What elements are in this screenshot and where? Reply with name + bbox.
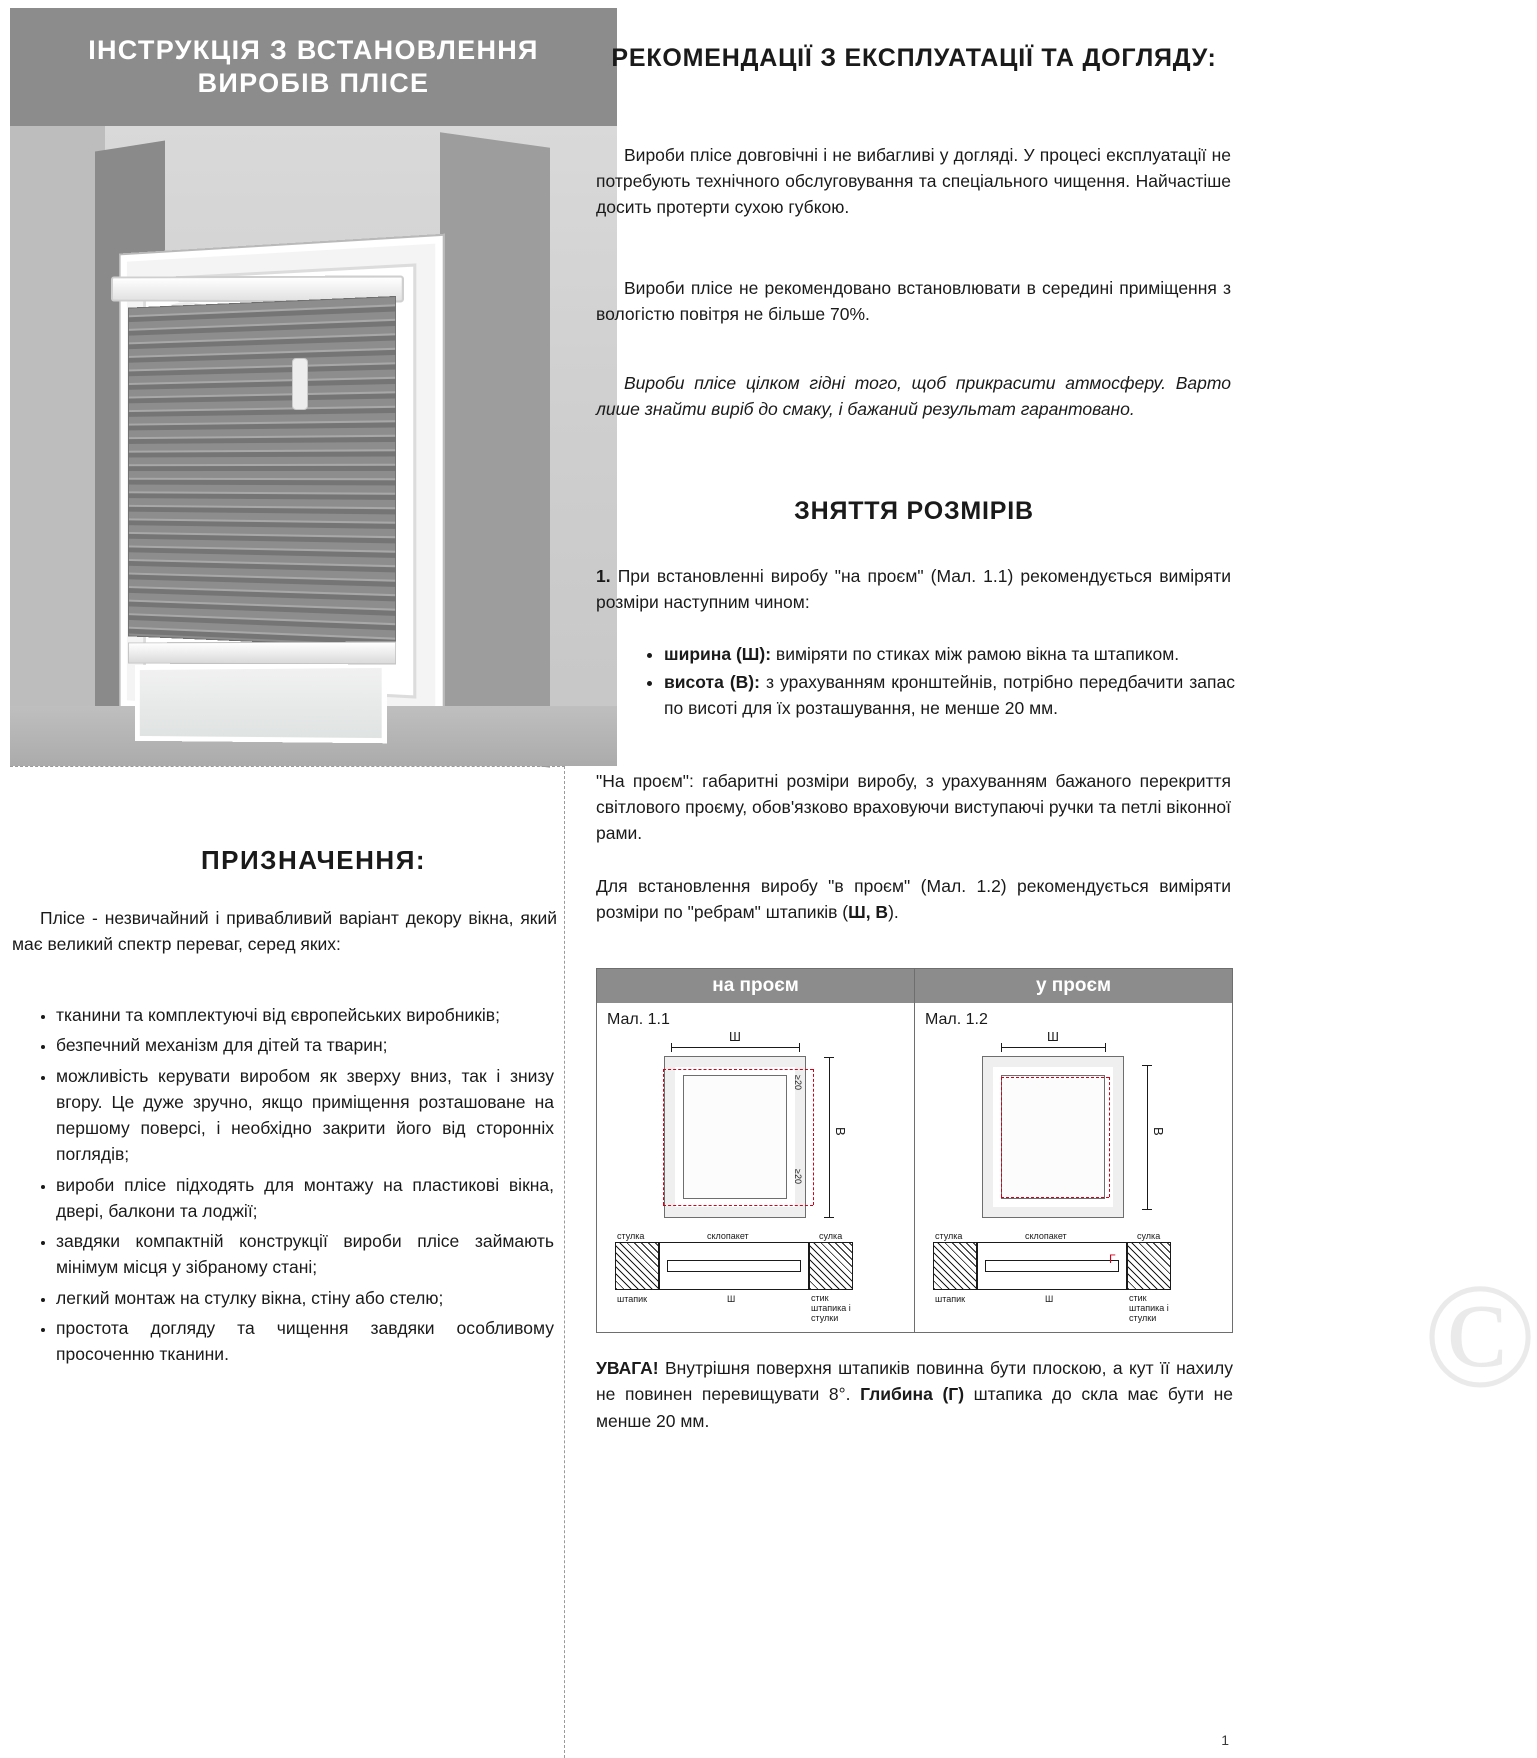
diagram-1-width-tick-left bbox=[671, 1043, 672, 1052]
diagram-2-cut-sub-right: стик штапика і стулки bbox=[1129, 1293, 1169, 1323]
diagram-1-offset-bottom-label: ≥20 bbox=[793, 1169, 803, 1184]
diagram-1-cut-glass-line bbox=[667, 1260, 801, 1272]
diagram-1-width-dimension-line bbox=[671, 1047, 799, 1048]
measure-height-label: висота (В): bbox=[664, 671, 760, 692]
diagram-into-opening bbox=[915, 968, 1233, 1333]
diagram-1-height-dimension-line bbox=[829, 1057, 830, 1217]
diagram-onto-opening bbox=[596, 968, 915, 1333]
measurement-step-number: 1. bbox=[596, 566, 611, 586]
diagram-2-width-tick-right bbox=[1105, 1043, 1106, 1052]
photo-window-handle bbox=[292, 358, 308, 410]
list-item: • можливість керувати виробом як зверху вниз, так і знизу вгору. Це дуже зручно, якщо приміщення розташоване на першому поверсі, і необхідно закрити його від сторонніх поглядів; bbox=[56, 1063, 554, 1168]
diagram-1-width-tick-right bbox=[799, 1043, 800, 1052]
measurement-paragraph-into bbox=[596, 873, 1231, 925]
diagram-2-height-tick-bottom bbox=[1142, 1209, 1152, 1210]
diagram-2-inset-left bbox=[1001, 1077, 1002, 1197]
instruction-header-banner bbox=[10, 8, 617, 126]
diagram-1-figure-label: Мал. 1.1 bbox=[607, 1011, 670, 1028]
vertical-dashed-divider bbox=[564, 766, 565, 1758]
diagram-1-header: на проєм bbox=[597, 969, 914, 1003]
care-section-title: РЕКОМЕНДАЦІЇ З ЕКСПЛУАТАЦІЇ ТА ДОГЛЯДУ: bbox=[611, 44, 1217, 72]
list-item: • вироби пліcе підходять для монтажу на пластикові вікна, двері, балкони та лоджії; bbox=[56, 1172, 554, 1225]
diagram-1-height-tick-top bbox=[824, 1057, 834, 1058]
measurement-paragraph-1 bbox=[596, 563, 1231, 615]
list-item: • простота догляду та чищення завдяки особливому просоченню тканини. bbox=[56, 1315, 554, 1368]
diagram-2-width-dimension-line bbox=[1001, 1047, 1105, 1048]
diagram-1-cut-sub-center: Ш bbox=[727, 1294, 736, 1304]
diagram-2-height-dimension-line bbox=[1147, 1065, 1148, 1209]
page-number: 1 bbox=[1221, 1732, 1229, 1748]
diagram-2-cut-glass-line bbox=[985, 1260, 1119, 1272]
diagram-1-height-label: В bbox=[833, 1127, 848, 1136]
diagram-1-window bbox=[665, 1057, 805, 1217]
diagram-2-window bbox=[983, 1057, 1123, 1217]
list-item: • легкий монтаж на стулку вікна, стіну або стелю; bbox=[56, 1285, 554, 1311]
measurement-into-symbols: Ш, В bbox=[848, 902, 889, 923]
photo-pleated-blind-bottomrail bbox=[128, 642, 396, 665]
measure-height-text: з урахуванням кронштейнів, потрібно передбачити запас по висоті для їх розташування, не менше 20 мм. bbox=[664, 671, 1235, 718]
diagram-1-cut-sub-left: штапик bbox=[617, 1294, 648, 1304]
diagram-1-cut-label-center: склопакет bbox=[707, 1231, 749, 1241]
right-column bbox=[588, 0, 1537, 1758]
diagram-2-header: у проєм bbox=[915, 969, 1232, 1003]
measurement-bullet-list bbox=[610, 642, 1235, 724]
diagram-2-inset-top bbox=[1001, 1077, 1109, 1078]
care-paragraph-2: Вироби пліcе не рекомендовано встановлювати в середині приміщення з вологістю повітря не більше 70%. bbox=[596, 278, 1231, 325]
diagram-1-cut-label-left: стулка bbox=[617, 1231, 645, 1241]
measurement-section-title: ЗНЯТТЯ РОЗМІРІВ bbox=[794, 497, 1034, 525]
purpose-section-title: ПРИЗНАЧЕННЯ: bbox=[200, 845, 427, 875]
diagram-1-overlap-bottom bbox=[663, 1205, 813, 1206]
product-photo bbox=[10, 126, 617, 766]
instruction-header-line1: ІНСТРУКЦІЯ З ВСТАНОВЛЕННЯ bbox=[88, 35, 539, 66]
warning-text-b: штапика до скла має бути не менше 20 мм. bbox=[596, 1384, 1233, 1431]
measurement-step-text: При встановленні виробу "на проєм" (Мал. 1.1) рекомендується виміряти розміри наступним чином: bbox=[596, 566, 1231, 613]
left-column bbox=[0, 0, 617, 1758]
diagram-1-cut-sash-left bbox=[615, 1242, 659, 1290]
diagram-2-depth-label: Г bbox=[1109, 1252, 1116, 1266]
photo-wall bbox=[10, 126, 105, 766]
list-item: • завдяки компактній конструкції вироби пліcе займають мінімум місця у зібраному стані; bbox=[56, 1228, 554, 1281]
diagram-1-width-label: Ш bbox=[729, 1029, 741, 1044]
diagram-group bbox=[596, 968, 1233, 1333]
list-item bbox=[664, 642, 1235, 668]
photo-window-open-glass bbox=[135, 663, 387, 744]
diagram-1-cut-sash-right bbox=[809, 1242, 853, 1290]
measure-width-label: ширина (Ш): bbox=[664, 644, 772, 664]
diagram-1-cut-sub-right: стик штапика і стулки bbox=[811, 1293, 851, 1323]
care-paragraph-1: Вироби пліcе довговічні і не вибагливі у догляді. У процесі експлуатації не потребують технічного обслуговування та спеціального чищення. Найчастіше досить протерти сухою губкою. bbox=[596, 145, 1231, 218]
horizontal-dashed-divider bbox=[10, 766, 565, 767]
diagram-2-inset-right bbox=[1109, 1077, 1110, 1197]
diagram-2-cut-label-center: склопакет bbox=[1025, 1231, 1067, 1241]
diagram-2-cut-label-left: стулка bbox=[935, 1231, 963, 1241]
photo-pleated-blind-fabric bbox=[128, 296, 396, 648]
care-paragraph-3: Вироби пліcе цілком гідні того, щоб прикрасити атмосферу. Варто лише знайти виріб до смаку, і бажаний результат гарантовано. bbox=[596, 373, 1231, 420]
instruction-header-line2: ВИРОБІВ ПЛІСЕ bbox=[197, 68, 430, 98]
diagram-2-width-tick-left bbox=[1001, 1043, 1002, 1052]
diagram-2-inset-bottom bbox=[1001, 1197, 1109, 1198]
list-item bbox=[664, 670, 1235, 722]
purpose-bullet-list bbox=[22, 1002, 554, 1371]
measurement-into-text-b: ). bbox=[888, 902, 899, 923]
diagram-1-overlap-left bbox=[663, 1069, 664, 1205]
purpose-intro-paragraph: Пліcе - незвичайний і привабливий варіант декору вікна, який має великий спектр переваг, серед яких: bbox=[12, 908, 557, 955]
watermark-icon-2: © bbox=[1423, 1253, 1537, 1419]
photo-window-reveal-right bbox=[440, 132, 550, 767]
diagram-2-width-label: Ш bbox=[1047, 1029, 1059, 1044]
diagram-1-cut-label-right: сулка bbox=[819, 1231, 843, 1241]
measure-width-text: виміряти по стиках між рамою вікна та штапиком. bbox=[771, 644, 1180, 664]
list-item: • тканини та комплектуючі від європейських виробників; bbox=[56, 1002, 554, 1028]
diagram-2-section-cut bbox=[933, 1231, 1191, 1323]
diagram-2-height-tick-top bbox=[1142, 1065, 1152, 1066]
diagram-1-overlap-right bbox=[813, 1069, 814, 1205]
diagram-1-offset-top-label: ≥20 bbox=[793, 1075, 803, 1090]
diagram-2-cut-sash-right bbox=[1127, 1242, 1171, 1290]
diagram-2-canvas bbox=[915, 1029, 1232, 1332]
diagram-1-overlap-top bbox=[663, 1069, 813, 1070]
warning-text-a: Внутрішня поверхня штапиків повинна бути плоскою, а кут її нахилу не повинен перевищувати 8°. bbox=[596, 1358, 1233, 1405]
diagram-2-cut-label-right: сулка bbox=[1137, 1231, 1161, 1241]
diagram-2-figure-label: Мал. 1.2 bbox=[925, 1011, 988, 1028]
diagram-1-height-tick-bottom bbox=[824, 1217, 834, 1218]
diagram-1-canvas bbox=[597, 1029, 914, 1332]
measurement-paragraph-onto: "На проєм": габаритні розміри виробу, з урахуванням бажаного перекриття світлового проєму, обов'язково враховуючи виступаючі ручки та петлі віконної рами. bbox=[596, 771, 1231, 844]
warning-depth-label: Глибина (Г) bbox=[860, 1384, 965, 1405]
measurement-into-text-a: Для встановлення виробу "в проєм" (Мал. 1.2) рекомендується виміряти розміри по "ребрам" штапиків ( bbox=[596, 876, 1231, 923]
warning-paragraph bbox=[596, 1355, 1233, 1434]
diagram-2-cut-sash-left bbox=[933, 1242, 977, 1290]
list-item: • безпечний механізм для дітей та тварин; bbox=[56, 1032, 554, 1058]
diagram-1-section-cut bbox=[615, 1231, 873, 1323]
diagram-2-cut-sub-center: Ш bbox=[1045, 1294, 1054, 1304]
diagram-2-height-label: В bbox=[1151, 1127, 1166, 1136]
diagram-2-cut-sub-left: штапик bbox=[935, 1294, 966, 1304]
warning-label: УВАГА! bbox=[596, 1358, 659, 1378]
